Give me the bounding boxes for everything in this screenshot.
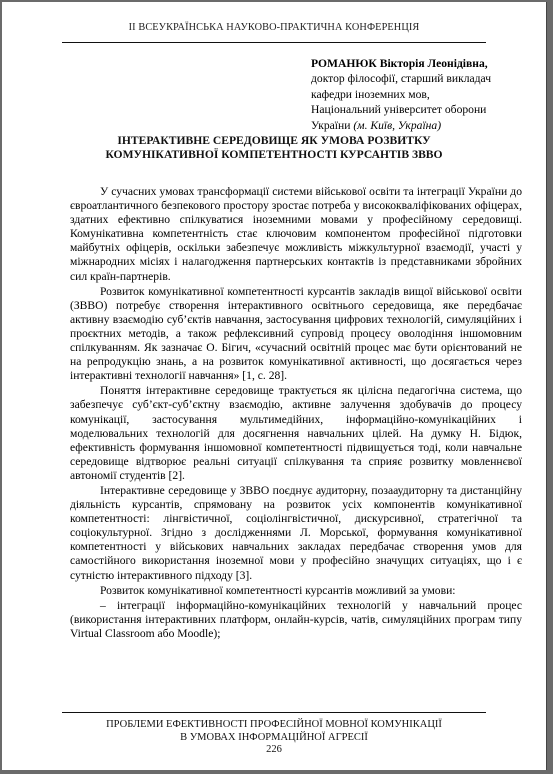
author-affiliation: Національний університет оборони [311,103,487,117]
author-block [311,56,541,133]
list-item: – інтеграції інформаційно-комунікаційних технологій у навчальний процес (використання інтерактивних платформ, онлайн-курсів, чатів, симуляційних програм типу Virtual Classroom або Moodle); [70,598,522,640]
author-department: кафедри іноземних мов, [311,87,430,101]
author-name: РОМАНЮК Вікторія Леонідівна, [311,57,488,70]
author-country: України [311,118,351,132]
author-degree: доктор філософії, старший викладач [311,72,492,86]
title-line-2: КОМУНІКАТИВНОЇ КОМПЕТЕНТНОСТІ КУРСАНТІВ ЗВВО [105,147,443,161]
paragraph: Розвиток комунікативної компетентності курсантів закладів вищої військової освіти (ЗВВО) потребує створення інтерактивного освітнього середовища, яке передбачає активну взаємодію суб’єктів навчання, застосування цифрових технологій, симуляційних і проєктних методів, а також рефлексивний супровід процесу оволодіння іншомовним спілкуванням. Як зазначає О. Бігич, «сучасний освітній процес має бути орієнтований не на репродукцію знань, а на розвиток комунікативної активності, що досягається через інтерактивні технології навчання» [1, с. 28]. [70,284,522,383]
footer-line-1: ПРОБЛЕМИ ЕФЕКТИВНОСТІ ПРОФЕСІЙНОЇ МОВНОЇ КОМУНІКАЦІЇ [106,719,442,730]
article-title [32,134,516,161]
article-body [70,185,522,642]
page-number: 226 [266,744,282,756]
conference-header: ІІ ВСЕУКРАЇНСЬКА НАУКОВО-ПРАКТИЧНА КОНФЕРЕНЦІЯ [128,22,420,33]
paragraph: Розвиток комунікативної компетентності курсантів можливий за умови: [100,583,456,597]
footer-divider [62,712,486,713]
page-footer [2,719,546,757]
author-affiliation-country [311,118,541,133]
title-line-1: ІНТЕРАКТИВНЕ СЕРЕДОВИЩЕ ЯК УМОВА РОЗВИТКУ [117,134,431,147]
paragraph: Інтерактивне середовище у ЗВВО поєднує аудиторну, позааудиторну та дистанційну діяльність курсантів, спрямовану на розвиток усіх компонентів комунікативної компетентності: лінгвістичної, соціолінгвістичної, дискурсивної, стратегічної та соціокультурної. Згідно з дослідженнями Л. Морської, формування комунікативної компетентності у військових навчальних закладах передбачає створення умов для самостійного використання іноземної мови у професійно значущих ситуаціях, що і є сутністю інтерактивного підходу [3]. [70,483,522,582]
paragraph: Поняття інтерактивне середовище трактується як цілісна педагогічна система, що забезпечує суб’єкт-суб’єктну взаємодію, активне залучення здобувачів до процесу комунікації, застосування мультимедійних, інформаційно-комунікаційних і моделювальних технологій для досягнення навчальних цілей. На думку Н. Бідюк, ефективність формування іншомовної компетентності підвищується тоді, коли навчальне середовище відтворює реальні ситуації спілкування та сприяє розвитку мовленнєвої автономії студентів [2]. [70,384,522,482]
author-city: (м. Київ, Україна) [353,118,442,132]
header-divider [62,42,486,43]
paragraph: У сучасних умовах трансформації системи військової освіти та інтеграції України до євроатлантичного безпекового простору зростає потреба у висококваліфікованих офіцерах, здатних ефективно спілкуватися іноземними мовами у професійному середовищі. Комунікативна компетентність стає ключовим компонентом професійної підготовки майбутніх офіцерів, оскільки забезпечує можливість міжкультурної взаємодії, участі у міжнародних місіях і налагодження партнерських контактів із представниками збройних сил країн-партнерів. [70,185,522,283]
document-page [2,2,547,770]
footer-line-2: В УМОВАХ ІНФОРМАЦІЙНОЇ АГРЕСІЇ [180,731,368,743]
